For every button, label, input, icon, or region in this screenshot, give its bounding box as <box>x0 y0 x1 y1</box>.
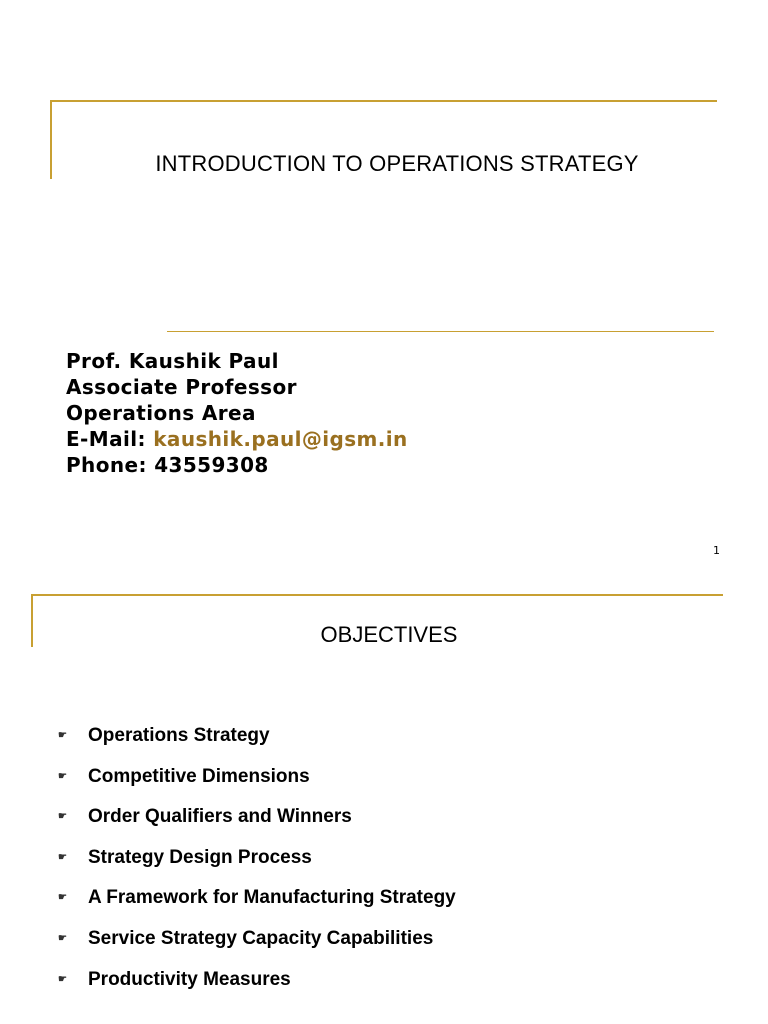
page-number: 1 <box>713 544 720 557</box>
list-item: ☛ Service Strategy Capacity Capabilities <box>58 927 434 949</box>
list-item: ☛ Strategy Design Process <box>58 846 312 868</box>
frame-top-line <box>31 594 723 596</box>
pointing-hand-icon: ☛ <box>58 730 67 741</box>
author-phone: Phone: 43559308 <box>66 453 269 477</box>
author-email-row <box>66 426 408 452</box>
pointing-hand-icon: ☛ <box>58 932 67 944</box>
slide-title: INTRODUCTION TO OPERATIONS STRATEGY <box>155 151 639 176</box>
email-link[interactable]: kaushik.paul@igsm.in <box>153 427 408 451</box>
list-item: ☛ Competitive Dimensions <box>58 765 310 787</box>
author-position: Associate Professor <box>66 375 297 399</box>
slide-title: OBJECTIVES <box>320 622 458 647</box>
author-name: Prof. Kaushik Paul <box>66 349 279 373</box>
pointing-hand-icon: ☛ <box>58 770 67 782</box>
author-block <box>66 348 408 478</box>
list-item: ☛ A Framework for Manufacturing Strategy <box>58 887 456 909</box>
pointing-hand-icon: ☛ <box>58 811 67 823</box>
pointing-hand-icon: ☛ <box>58 851 67 863</box>
list-item: ☛ Order Qualifiers and Winners <box>58 806 352 828</box>
frame-top-line <box>50 100 717 102</box>
divider-line <box>167 331 714 332</box>
author-department: Operations Area <box>66 401 256 425</box>
list-item: ☛ Operations Strategy <box>58 725 270 746</box>
pointing-hand-icon: ☛ <box>58 892 67 904</box>
objectives-list <box>58 725 456 1009</box>
pointing-hand-icon: ☛ <box>58 973 67 985</box>
slide-2 <box>0 575 768 1024</box>
email-label: E-Mail: <box>66 427 154 451</box>
list-item: ☛ Productivity Measures <box>58 968 291 990</box>
